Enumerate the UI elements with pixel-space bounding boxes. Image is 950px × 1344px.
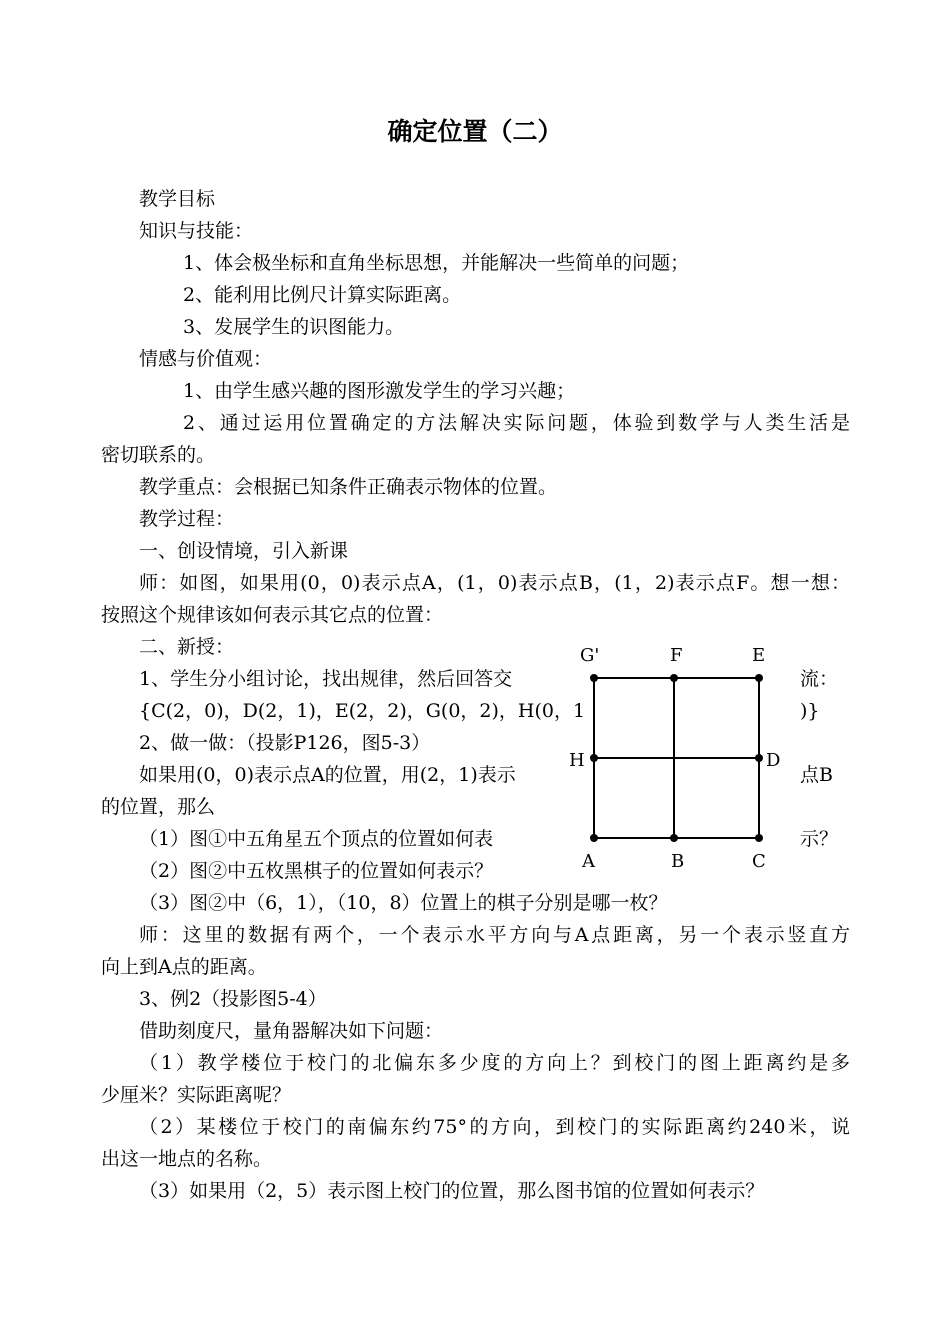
point-label-g: G' <box>580 645 600 666</box>
point-label-a: A <box>582 851 595 872</box>
text-line: 按照这个规律该如何表示其它点的位置： <box>101 604 444 626</box>
point-label-b: B <box>671 851 685 872</box>
subheading: 知识与技能： <box>139 220 254 242</box>
point-e <box>755 674 763 682</box>
text-line: 一、创设情境，引入新课 <box>139 540 349 562</box>
text-line: 少厘米？实际距离呢？ <box>101 1084 292 1106</box>
point-label-e: E <box>752 645 766 666</box>
point-d <box>755 754 763 762</box>
text-line: 流： <box>800 668 839 690</box>
text-line: （1）教学楼位于校门的北偏东多少度的方向上？到校门的图上距离约是多 <box>139 1052 850 1074</box>
point-a <box>590 834 598 842</box>
text-line: 1、学生分小组讨论，找出规律，然后回答交 <box>139 668 513 690</box>
text-line: 的位置，那么 <box>101 796 216 818</box>
text-line: 1、体会极坐标和直角坐标思想，并能解决一些简单的问题； <box>183 252 690 274</box>
text-line: 2、做一做：（投影P126，图5-3） <box>139 732 431 754</box>
text-line: )} <box>800 700 820 722</box>
text-line: 2、通过运用位置确定的方法解决实际问题，体验到数学与人类生活是 <box>183 412 850 434</box>
text-line: 如果用(0，0)表示点A的位置，用(2，1)表示 <box>139 764 516 786</box>
text-line: 点B <box>800 764 833 786</box>
text-line: （2）某楼位于校门的南偏东约75°的方向，到校门的实际距离约240米，说 <box>139 1116 850 1138</box>
text-line: （3）图②中（6，1），（10，8）位置上的棋子分别是哪一枚？ <box>139 892 668 914</box>
subheading: 二、新授： <box>139 636 235 658</box>
section-heading: 教学目标 <box>139 188 216 210</box>
text-line: （2）图②中五枚黑棋子的位置如何表示？ <box>139 860 494 882</box>
point-label-d: D <box>766 750 781 771</box>
point-f <box>670 674 678 682</box>
point-label-c: C <box>752 851 766 872</box>
point-h <box>590 754 598 762</box>
point-label-f: F <box>670 645 683 666</box>
point-b <box>670 834 678 842</box>
subheading: 情感与价值观： <box>139 348 273 370</box>
text-line: 向上到A点的距离。 <box>101 956 267 978</box>
text-line: 示？ <box>800 828 839 850</box>
text-line: 师：如图，如果用(0，0)表示点A，(1，0)表示点B，(1，2)表示点F。想一想： <box>139 572 850 594</box>
point-label-h: H <box>569 750 585 771</box>
text-line: （1）图①中五角星五个顶点的位置如何表 <box>139 828 494 850</box>
text-line: 2、能利用比例尺计算实际距离。 <box>183 284 462 306</box>
text-line: （3）如果用（2，5）表示图上校门的位置，那么图书馆的位置如何表示？ <box>139 1180 765 1202</box>
text-line: 3、例2（投影图5-4） <box>139 988 327 1010</box>
text-line: 密切联系的。 <box>101 444 216 466</box>
point-g <box>590 674 598 682</box>
text-line: 出这一地点的名称。 <box>101 1148 273 1170</box>
text-line: {C(2，0)，D(2，1)，E(2，2)，G(0，2)，H(0，1 <box>139 700 586 722</box>
text-line: 1、由学生感兴趣的图形激发学生的学习兴趣； <box>183 380 576 402</box>
text-line: 3、发展学生的识图能力。 <box>183 316 405 338</box>
text-line: 师：这里的数据有两个，一个表示水平方向与A点距离，另一个表示竖直方 <box>139 924 850 946</box>
text-line: 借助刻度尺，量角器解决如下问题： <box>139 1020 444 1042</box>
subheading: 教学过程： <box>139 508 235 530</box>
point-c <box>755 834 763 842</box>
coordinate-grid-diagram <box>560 640 800 880</box>
page-title: 确定位置（二） <box>387 117 563 146</box>
text-line: 教学重点：会根据已知条件正确表示物体的位置。 <box>139 476 558 498</box>
